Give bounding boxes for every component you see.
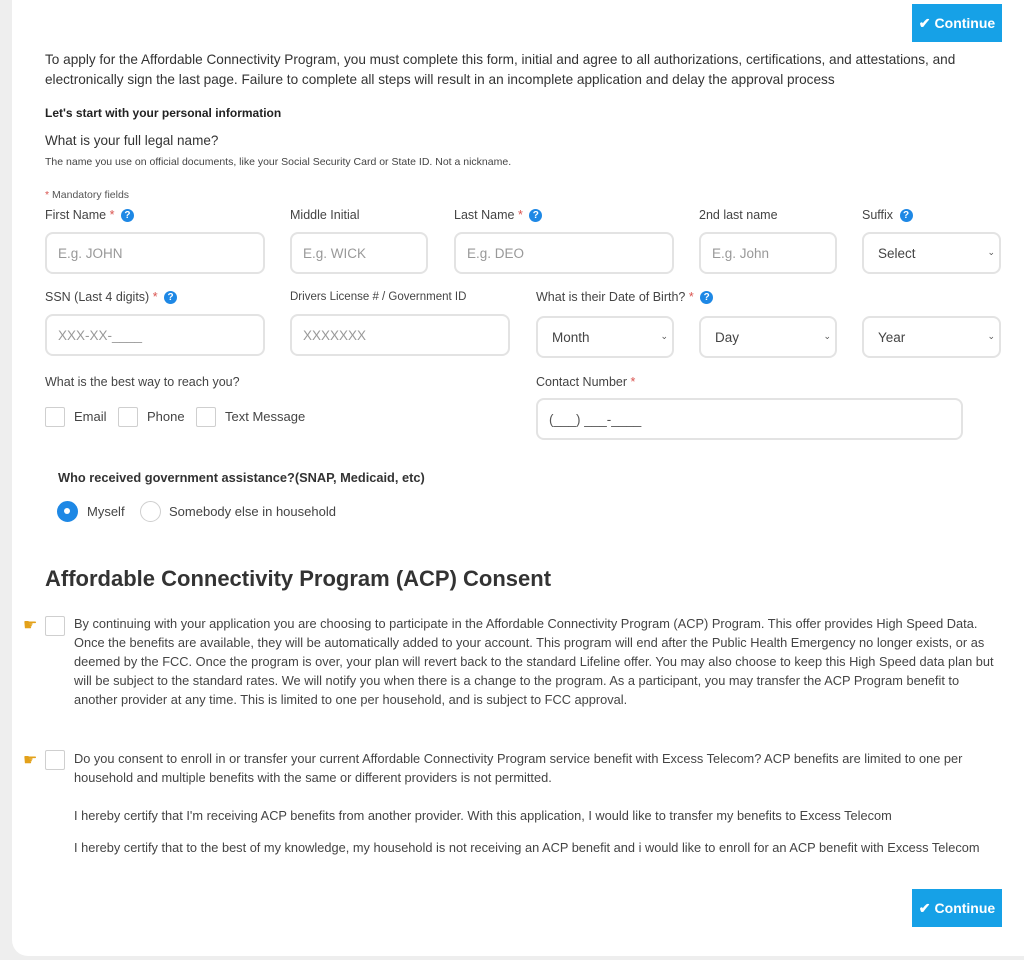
hand-pointer-icon: ☛: [23, 752, 38, 769]
suffix-select[interactable]: [862, 232, 1001, 274]
last-name-input[interactable]: E.g. DEO: [454, 232, 674, 274]
acp-transfer-checkbox[interactable]: [45, 750, 65, 770]
first-name-input[interactable]: E.g. JOHN: [45, 232, 265, 274]
first-name-label: [45, 208, 134, 222]
dob-year-select[interactable]: [862, 316, 1001, 358]
required-asterisk: *: [45, 189, 50, 201]
ssn-label: [45, 290, 177, 304]
chevron-down-icon: ⌄: [987, 331, 995, 341]
required-asterisk: *: [152, 290, 158, 304]
name-hint: The name you use on official documents, like your Social Security Card or State ID. Not a nickname.: [45, 156, 512, 168]
consent-paragraph-1: By continuing with your application you are choosing to participate in the Affordable Connectivity Program (ACP) Program. This offer provides High Speed Data. Once the benefits are available, they will be automatically added to your account. This program will end after the Public Health Emergency no longer exists, or as deemed by the FCC. Once the program is over, your plan will revert back to the standard Lifeline offer. You may also choose to keep this High Speed data plan but will be subject to the standard rates. We will notify you when there is a change to the program. As a participant, you may transfer the ACP Program benefit to another provider at any time. This is limited to one per household, and is subject to FCC approval.: [74, 616, 994, 707]
text-message-checkbox[interactable]: [196, 407, 216, 427]
help-icon[interactable]: ?: [700, 291, 713, 304]
dob-month-select[interactable]: [536, 316, 674, 358]
name-question: What is your full legal name?: [45, 133, 219, 148]
dob-label: [536, 290, 713, 304]
myself-option-label: Myself: [87, 504, 125, 519]
contact-label-text: Contact Number: [536, 375, 628, 389]
consent-title: Affordable Connectivity Program (ACP) Consent: [45, 566, 552, 591]
dob-day-value: Day: [715, 329, 740, 345]
required-asterisk: *: [109, 208, 115, 222]
required-asterisk: *: [688, 290, 694, 304]
contact-label: [536, 375, 635, 389]
certify-enroll-text: I hereby certify that to the best of my knowledge, my household is not receiving an ACP benefit and i would like to enroll for an ACP benefit with Excess Telecom: [74, 840, 980, 855]
assistance-question: Who received government assistance?(SNAP, Medicaid, etc): [58, 470, 425, 485]
required-asterisk: *: [630, 375, 636, 389]
last-name-label: [454, 208, 542, 222]
hand-pointer-icon: ☛: [23, 617, 38, 634]
license-input[interactable]: XXXXXXX: [290, 314, 510, 356]
suffix-value: Select: [878, 245, 916, 261]
mandatory-note-text: Mandatory fields: [52, 189, 130, 201]
personal-heading: Let's start with your personal information: [45, 106, 282, 120]
second-last-name-input[interactable]: E.g. John: [699, 232, 837, 274]
check-icon: ✔: [918, 900, 931, 916]
contact-number-input[interactable]: (___) ___-____: [536, 398, 963, 440]
consent-paragraph-2: Do you consent to enroll in or transfer your current Affordable Connectivity Program service benefit with Excess Telecom? ACP benefits are limited to one per household and multiple benefits with the same or different providers is not permitted.: [74, 751, 963, 785]
suffix-label-text: Suffix: [862, 208, 894, 222]
help-icon[interactable]: ?: [121, 209, 134, 222]
check-icon: ✔: [918, 15, 931, 31]
help-icon[interactable]: ?: [164, 291, 177, 304]
mandatory-note: [45, 189, 129, 201]
intro-text: To apply for the Affordable Connectivity Program, you must complete this form, initial and agree to all authorizations, certifications, and attestations, and electronically sign the last page. Failure to complete all steps will result in an incomplete application and delay the approval process: [45, 52, 956, 87]
email-checkbox[interactable]: [45, 407, 65, 427]
continue-button-top[interactable]: [912, 4, 1002, 42]
ssn-input[interactable]: XXX-XX-____: [45, 314, 265, 356]
phone-checkbox[interactable]: [118, 407, 138, 427]
ssn-label-text: SSN (Last 4 digits): [45, 290, 150, 304]
continue-button-bottom[interactable]: [912, 889, 1002, 927]
dob-day-select[interactable]: [699, 316, 837, 358]
last-name-label-text: Last Name: [454, 208, 515, 222]
continue-label: Continue: [934, 900, 996, 916]
email-option-label: Email: [74, 409, 107, 424]
dob-label-text: What is their Date of Birth?: [536, 290, 686, 304]
somebody-else-radio[interactable]: [140, 501, 161, 522]
certify-transfer-text: I hereby certify that I'm receiving ACP benefits from another provider. With this application, I would like to transfer my benefits to Excess Telecom: [74, 808, 892, 823]
required-asterisk: *: [517, 208, 523, 222]
help-icon[interactable]: ?: [900, 209, 913, 222]
text-message-option-label: Text Message: [225, 409, 306, 424]
middle-initial-label: Middle Initial: [290, 208, 360, 222]
second-last-name-label: 2nd last name: [699, 208, 778, 222]
suffix-label: [862, 208, 913, 222]
middle-initial-input[interactable]: E.g. WICK: [290, 232, 428, 274]
chevron-down-icon: ⌄: [660, 331, 668, 341]
reach-question: What is the best way to reach you?: [45, 375, 240, 389]
license-label: Drivers License # / Government ID: [290, 291, 467, 303]
continue-label: Continue: [934, 15, 996, 31]
acp-participate-checkbox[interactable]: [45, 616, 65, 636]
somebody-else-option-label: Somebody else in household: [169, 504, 336, 519]
dob-month-value: Month: [552, 329, 590, 345]
dob-year-value: Year: [878, 329, 906, 345]
chevron-down-icon: ⌄: [987, 247, 995, 257]
help-icon[interactable]: ?: [529, 209, 542, 222]
myself-radio[interactable]: [57, 501, 78, 522]
phone-option-label: Phone: [147, 409, 185, 424]
first-name-label-text: First Name: [45, 208, 107, 222]
chevron-down-icon: ⌄: [823, 331, 831, 341]
